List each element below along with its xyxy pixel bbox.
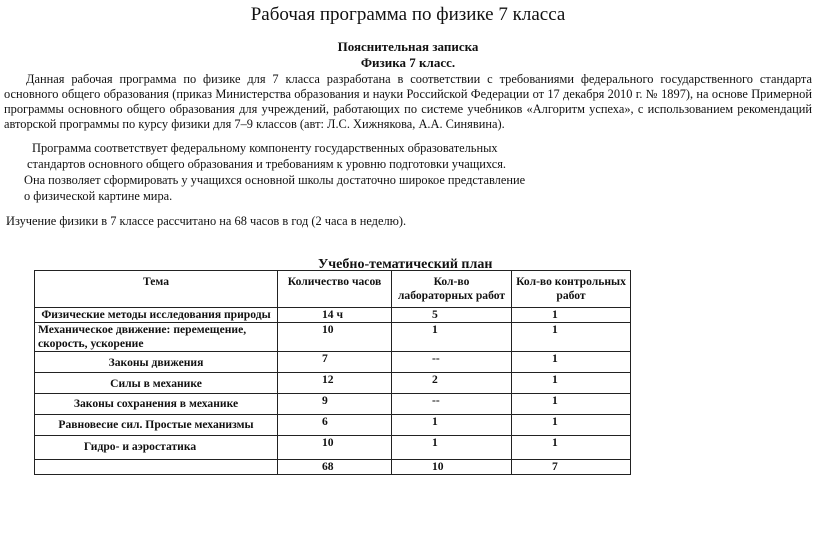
tests-cell: 1 — [512, 373, 631, 394]
hours-cell: 14 ч — [278, 308, 392, 323]
document-title: Рабочая программа по физике 7 класса — [250, 4, 566, 25]
program-line-1: Программа соответствует федеральному компоненту государственных образовательных — [32, 141, 498, 155]
total-topic-cell — [35, 460, 278, 475]
tests-cell: 1 — [512, 415, 631, 436]
topic-cell: Законы движения — [35, 352, 278, 373]
table-row — [35, 394, 631, 415]
table-row — [35, 352, 631, 373]
table-row — [35, 415, 631, 436]
subject-grade-subtitle: Физика 7 класс. — [360, 55, 456, 70]
table-header-row — [35, 271, 631, 308]
tests-cell: 1 — [512, 323, 631, 352]
program-line-4: о физической картине мира. — [24, 189, 173, 203]
plan-heading: Учебно-тематический план — [318, 257, 493, 272]
total-hours-cell: 68 — [278, 460, 392, 475]
hours-statement: Изучение физики в 7 классе рассчитано на 68 часов в год (2 часа в неделю). — [6, 214, 407, 228]
table-row — [35, 308, 631, 323]
topic-cell: Гидро- и аэростатика — [35, 436, 278, 460]
topic-cell: Физические методы исследования природы — [35, 308, 278, 323]
table-row — [35, 436, 631, 460]
labs-cell: -- — [392, 394, 512, 415]
plan-table — [34, 270, 631, 475]
labs-cell: 5 — [392, 308, 512, 323]
table-row — [35, 323, 631, 352]
labs-cell: 1 — [392, 415, 512, 436]
topic-cell: Законы сохранения в механике — [35, 394, 278, 415]
hours-cell: 10 — [278, 323, 392, 352]
total-tests-cell: 7 — [512, 460, 631, 475]
table-total-row — [35, 460, 631, 475]
hours-cell: 6 — [278, 415, 392, 436]
topic-cell: Силы в механике — [35, 373, 278, 394]
tests-cell: 1 — [512, 436, 631, 460]
program-line-3: Она позволяет сформировать у учащихся основной школы достаточно широкое представление — [24, 173, 526, 187]
tests-cell: 1 — [512, 308, 631, 323]
header-hours: Количество часов — [278, 271, 392, 308]
header-tests: Кол-во контрольных работ — [512, 271, 631, 308]
header-topic: Тема — [35, 271, 278, 308]
labs-cell: 1 — [392, 323, 512, 352]
intro-paragraph — [4, 72, 812, 132]
labs-cell: -- — [392, 352, 512, 373]
labs-cell: 2 — [392, 373, 512, 394]
table-row — [35, 373, 631, 394]
tests-cell: 1 — [512, 352, 631, 373]
section-subtitle: Пояснительная записка — [337, 39, 479, 54]
labs-cell: 1 — [392, 436, 512, 460]
tests-cell: 1 — [512, 394, 631, 415]
hours-cell: 10 — [278, 436, 392, 460]
header-labs: Кол-во лабораторных работ — [392, 271, 512, 308]
program-line-2: стандартов основного общего образования и требованиям к уровню подготовки учащихся. — [27, 157, 507, 171]
intro-paragraph-text: Данная рабочая программа по физике для 7 класса разработана в соответствии с требованиями федерального государственного стандарта основного общего образования (приказ Министерства образования и науки Российской Федерации от 17 декабря 2010 г. № 1897), на основе Примерной программы основного общего образования для учреждений, работающих по системе учебников «Алгоритм успеха», с использованием рекомендаций авторской программы по курсу физики для 7–9 классов (авт: Л.С. Хижнякова, А.А. Синявина). — [4, 72, 812, 131]
total-labs-cell: 10 — [392, 460, 512, 475]
topic-cell: Равновесие сил. Простые механизмы — [35, 415, 278, 436]
hours-cell: 7 — [278, 352, 392, 373]
hours-cell: 12 — [278, 373, 392, 394]
hours-cell: 9 — [278, 394, 392, 415]
topic-cell: Механическое движение: перемещение, скорость, ускорение — [35, 323, 278, 352]
